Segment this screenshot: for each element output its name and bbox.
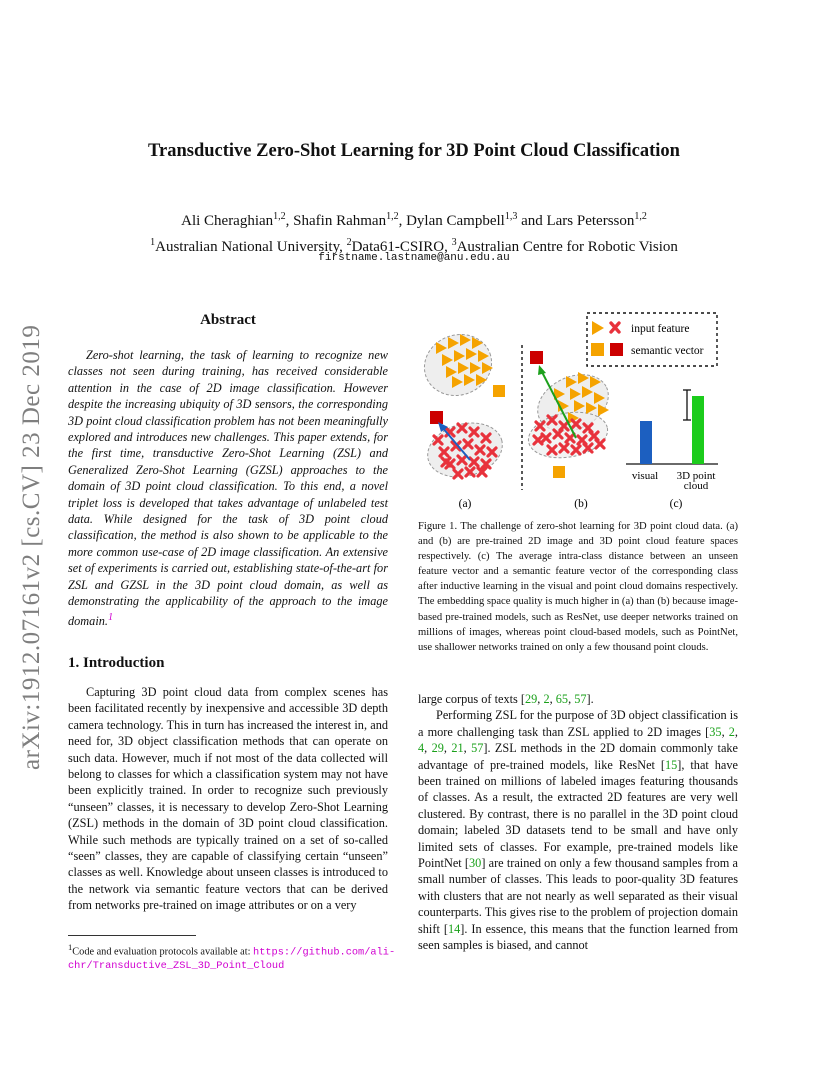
author-name: Lars Petersson — [546, 213, 635, 229]
intro-body — [68, 684, 388, 914]
affiliation: Australian National University, — [155, 239, 347, 255]
panel-label-a: (a) — [458, 498, 472, 510]
legend-triangle-icon — [592, 321, 604, 335]
bar-visual — [640, 421, 652, 464]
citation-link[interactable]: 21 — [451, 741, 464, 756]
footnote-link[interactable]: 1 — [107, 611, 114, 623]
affiliation-list: $^1$Australian National University, $^2$Data61-CSIRO, $^3$Australian Centre for Robotic Vision — [150, 237, 678, 255]
section-heading: 1. Introduction — [68, 655, 165, 671]
paragraph: large corpus of texts [29, 2, 65, 57]. — [418, 692, 594, 706]
citation-link[interactable]: 57 — [471, 741, 484, 756]
citation-link[interactable]: 2 — [728, 724, 735, 739]
citation-link[interactable]: 14 — [447, 921, 461, 936]
legend-box — [587, 313, 717, 366]
panel-label-b: (b) — [574, 498, 588, 510]
footnote-rule — [68, 935, 196, 936]
legend-input-label: input feature — [631, 323, 690, 335]
abstract-body — [68, 347, 388, 629]
panel-a — [418, 325, 508, 510]
paragraph: Performing ZSL for the purpose of 3D object classification is a more challenging task than ZSL applied to 2D images [35, 2, 4, 29, 21, 57]. ZSL methods in the 2D domain commonly take advantage of pre-trained models, like ResNet [15], that have been trained on millions of labeled images featuring thousands of classes. As a result, the extracted 2D features are very well clustered. By contrast, there is no parallel in the 3D point cloud domain; labeled 3D datasets tend to be small and have only limited sets of classes. For example, pre-trained models like PointNet [30] are trained on only a few thousand samples from a small number of classes. This leads to poor-quality 3D features with clusters that are not nearly as well separated as their visual counterparts. This gives rise to the problem of projection domain shift [14]. In essence, this means that the function learned from seen samples is biased, and cannot — [418, 708, 739, 953]
right-column-body — [418, 691, 738, 954]
paper-title: Transductive Zero-Shot Learning for 3D Point Cloud Classification — [148, 141, 680, 161]
author-name: Dylan Campbell — [406, 213, 505, 229]
citation-link[interactable]: 35 — [709, 724, 722, 739]
citation-link[interactable]: 29 — [525, 692, 538, 706]
citation-link[interactable]: 15 — [664, 757, 678, 772]
arxiv-stamp: arXiv:1912.07161v2 [cs.CV] 23 Dec 2019 — [18, 324, 45, 770]
panel-b — [525, 351, 618, 510]
figure-1 — [418, 310, 748, 515]
semantic-square-red — [430, 411, 443, 424]
intro-paragraph: Capturing 3D point cloud data from complex scenes has been facilitated recently by inexpensive and accessible 3D depth camera technology. This in turn has increased the interest in, and need for, 3D object classification methods that can operate on such data. However, much if not most of the data collected will belong to classes for which a classification system may not have been explicitly trained. In order to recognize such previously “unseen” classes, it is necessary to develop Zero-Shot Learning (ZSL) methods in the domain of 3D point cloud classification. While such methods are typically trained on a set of so-called “seen” classes, they are capable of classifying certain “unseen” classes as well. Knowledge about unseen classes is introduced to the network via semantic feature vectors that can be derived from networks pre-trained on image attributes or on a very — [68, 685, 388, 913]
footnote: $^1$Code and evaluation protocols available at: https://github.com/ali-chr/Transductive_ZSL_3D_Point_Cloud — [68, 942, 396, 973]
panel-label-c: (c) — [669, 498, 683, 510]
figure-caption: Figure 1. The challenge of zero-shot learning for 3D point cloud data. (a) and (b) are pre-trained 2D image and 3D point cloud feature spaces respectively. (c) The average intra-class distance between an unseen feature vector and a semantic feature vector of the corresponding class after inductive learning in the visual and point cloud domains respectively. The embedding space quality is much higher in (a) than (b) because image-based pre-trained models, such as ResNet, use deeper networks trained on millions of images, whereas point cloud-based models, such as PointNet, use shallower networks trained on only a few thousand point clouds. — [418, 521, 738, 653]
citation-link[interactable]: 2 — [543, 692, 550, 706]
bar-label-point-cloud: 3D point — [676, 470, 716, 482]
code-url-link[interactable]: https://github.com/ali-chr/Transductive_ZSL_3D_Point_Cloud — [68, 946, 396, 973]
affiliation: Australian Centre for Robotic Vision — [456, 239, 678, 255]
legend-orange-square-icon — [591, 343, 604, 356]
legend-cross-icon — [611, 323, 619, 332]
citation-link[interactable]: 4 — [418, 741, 425, 756]
author-name: Shafin Rahman — [293, 213, 387, 229]
citation-link[interactable]: 57 — [574, 692, 587, 706]
affiliation: Data61-CSIRO, — [351, 239, 452, 255]
semantic-square-red — [530, 351, 543, 364]
semantic-square-orange — [493, 385, 505, 397]
bar-point-cloud — [692, 396, 704, 464]
panel-c — [626, 390, 718, 510]
bar-label-visual: visual — [631, 470, 659, 482]
bar-label-point-cloud-2: cloud — [683, 480, 709, 492]
author-list: Ali Cheraghian$^{1,2}$, Shafin Rahman$^{1,2}$, Dylan Campbell$^{1,3}$ and Lars Petersson$^{1,2}$ — [181, 211, 647, 229]
author-email: firstname.lastname@anu.edu.au — [318, 252, 510, 264]
author-name: Ali Cheraghian — [181, 213, 274, 229]
citation-link[interactable]: 30 — [469, 856, 482, 871]
legend-semantic-label: semantic vector — [631, 345, 704, 357]
author-block — [0, 206, 828, 258]
legend-red-square-icon — [610, 343, 623, 356]
citation-link[interactable]: 65 — [555, 692, 569, 706]
abstract-heading: Abstract — [200, 312, 256, 328]
abstract-text: Zero-shot learning, the task of learning to recognize new classes not seen during training, has received considerable attention in the case of 2D image classification. However despite the increasing ubiquity of 3D sensors, the corresponding 3D point cloud classification problem has not been meaningfully explored and introduces new challenges. This paper extends, for the first time, transductive Zero-Shot Learning (ZSL) and Generalized Zero-Shot Learning (GZSL) approaches to the domain of 3D point cloud classification. To this end, a novel triplet loss is developed that takes advantage of unlabeled test data. While designed for the task of 3D point cloud classification, the method is also shown to be applicable to the more common use-case of 2D image classification. An extensive set of experiments is carried out, establishing state-of-the-art for ZSL and GZSL in the 3D point cloud domain, as well as demonstrating the applicability of the approach to the image domain. — [68, 348, 388, 628]
citation-link[interactable]: 29 — [431, 741, 444, 756]
semantic-square-orange — [553, 466, 565, 478]
